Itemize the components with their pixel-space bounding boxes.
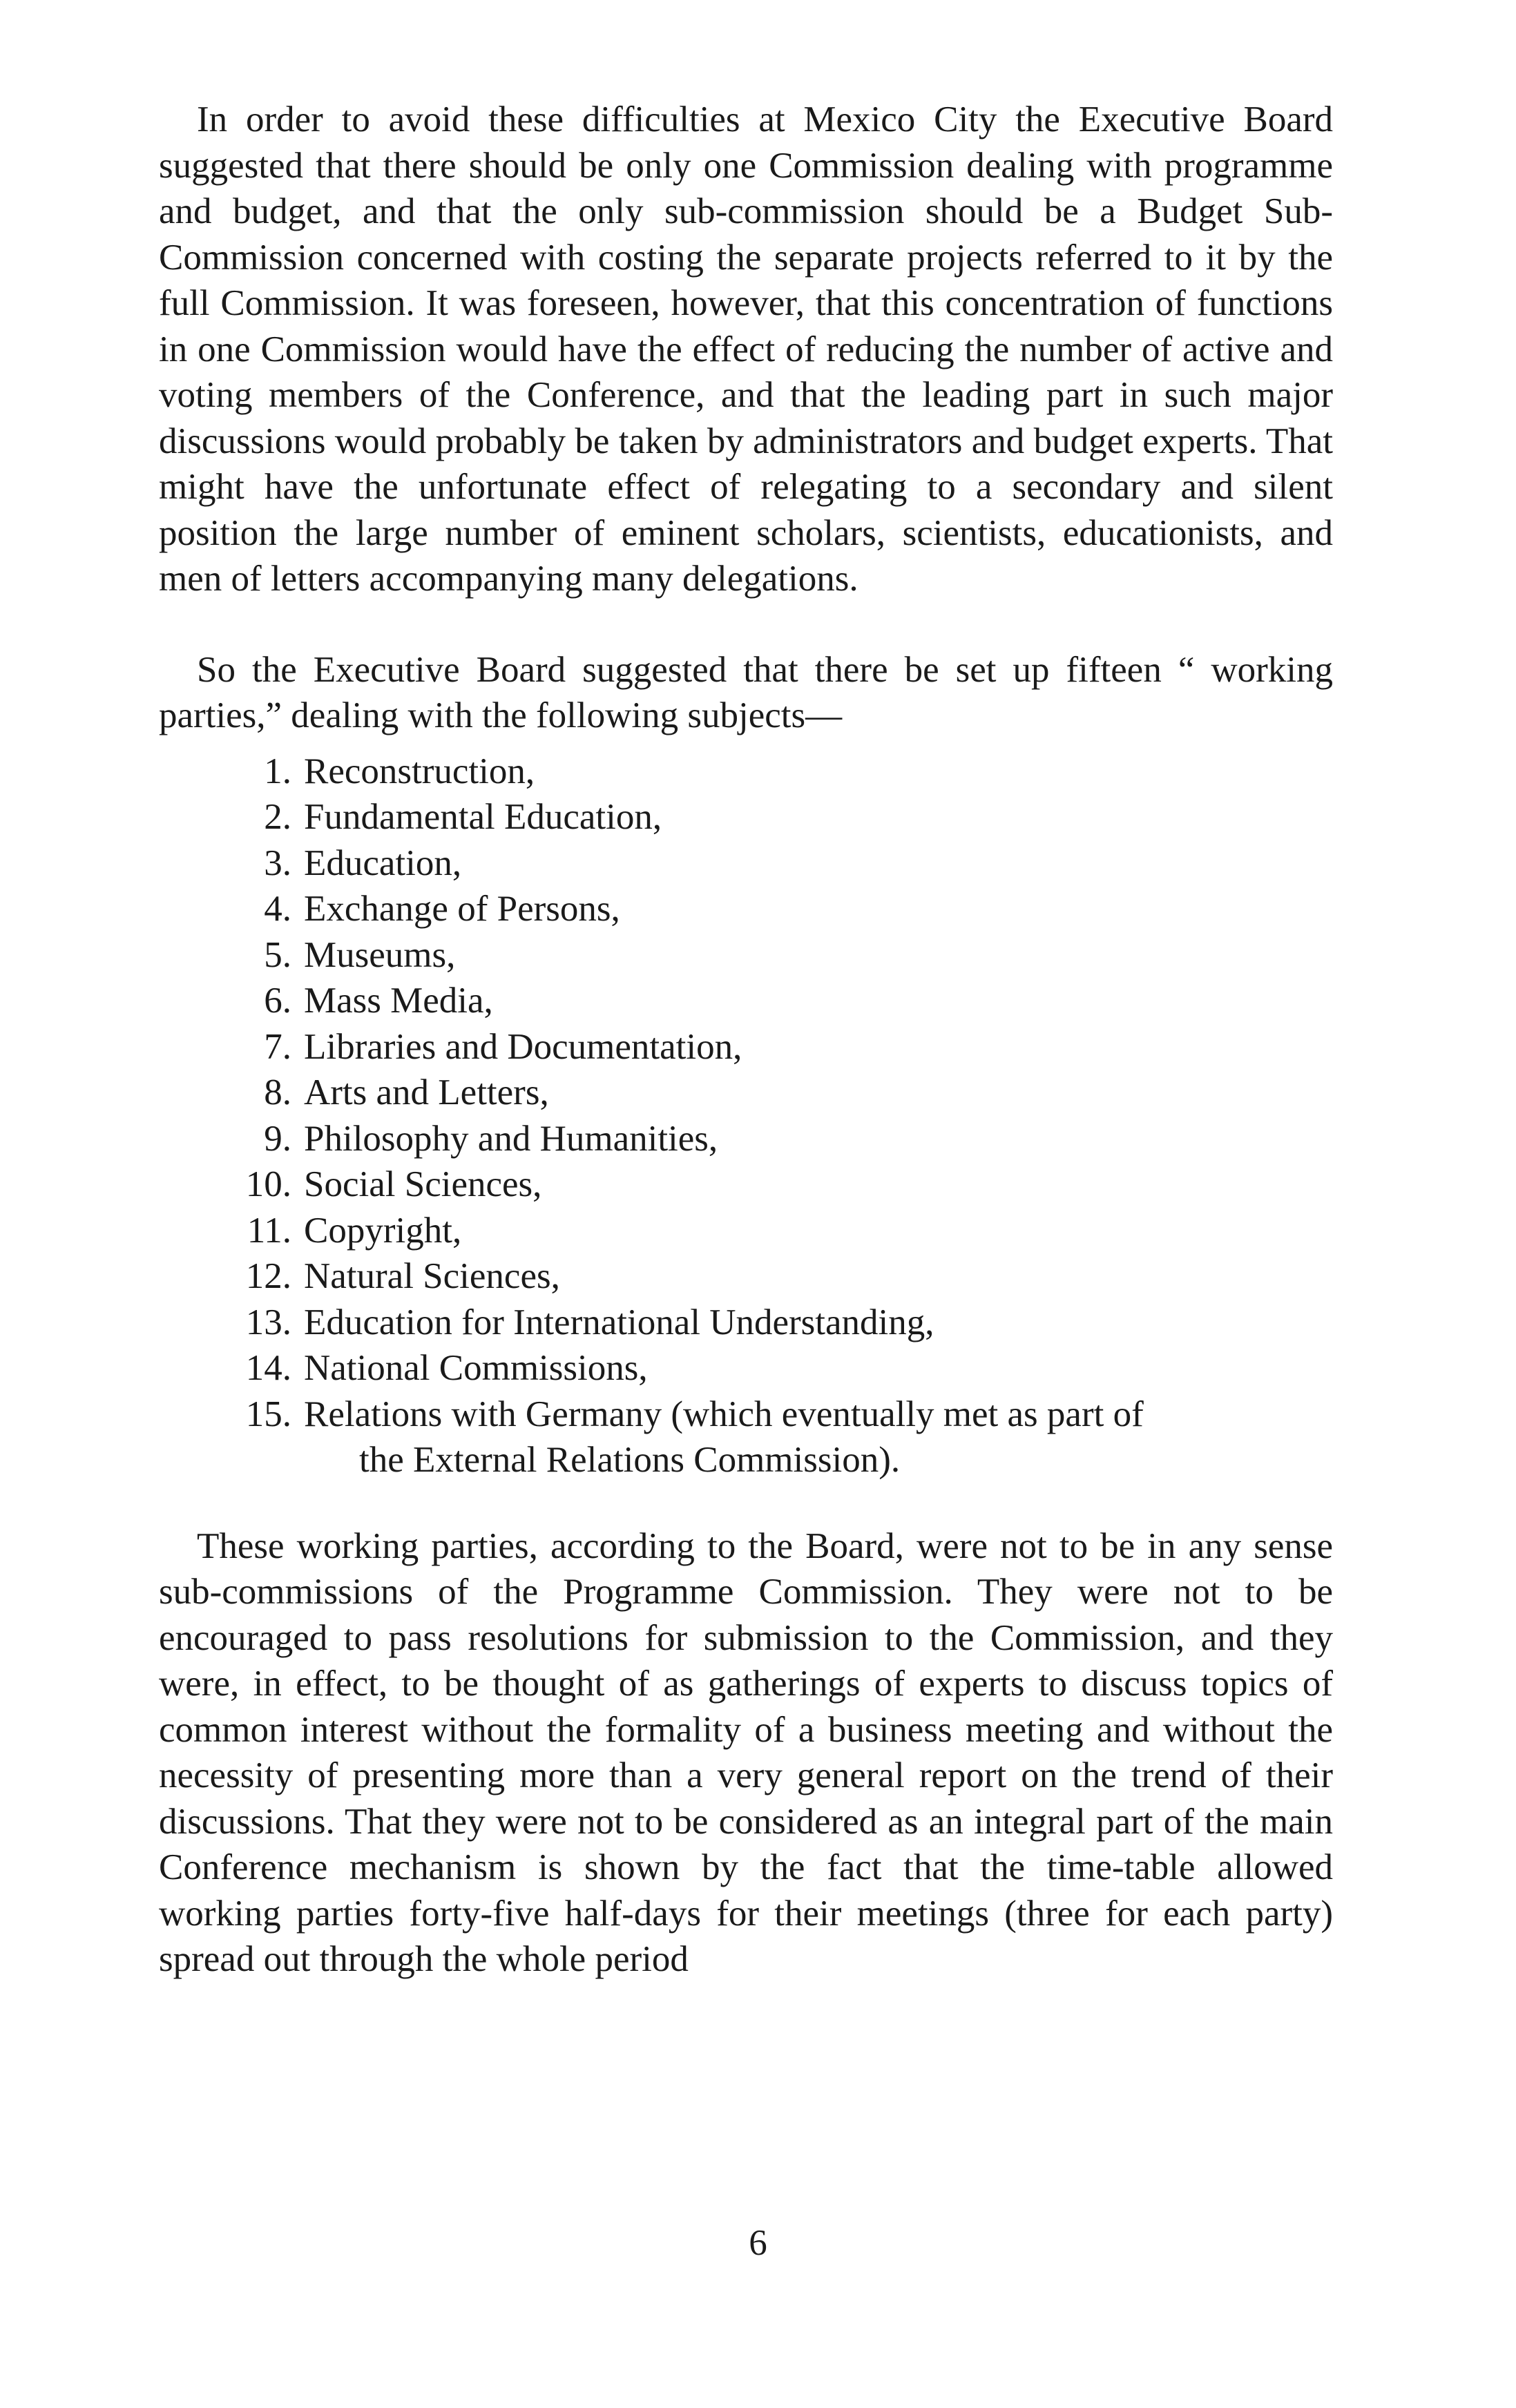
list-item-number: 13. [245, 1302, 291, 1342]
list-item [159, 1345, 1333, 1391]
list-item [159, 932, 1333, 979]
list-item [159, 749, 1333, 795]
list-item [159, 1116, 1333, 1162]
working-parties-intro-paragraph: So the Executive Board suggested that there be set up fifteen “ working parties,” dealing with the following subjects— [159, 649, 1333, 735]
list-item-number: 10. [245, 1164, 291, 1204]
list-item [159, 1253, 1333, 1300]
list-item-continuation: the External Relations Commission). [359, 1440, 901, 1480]
list-item-number: 6. [264, 981, 291, 1021]
list-item [159, 1391, 1333, 1483]
list-item-number: 8. [264, 1072, 291, 1113]
list-item [159, 886, 1333, 932]
page-number: 6 [749, 2223, 767, 2263]
list-item-number: 3. [264, 842, 291, 883]
list-item-number: 1. [264, 751, 291, 791]
list-item-text: Exchange of Persons, [304, 889, 620, 929]
list-item-number: 14. [245, 1348, 291, 1388]
list-item-text: Fundamental Education, [304, 797, 662, 837]
list-item-text: Museums, [304, 934, 456, 975]
list-item-text-multiline [304, 1391, 1333, 1483]
list-item-number: 15. [245, 1394, 291, 1434]
list-item-text: National Commissions, [304, 1348, 648, 1388]
list-item-text: Reconstruction, [304, 751, 535, 791]
list-item-text: Arts and Letters, [304, 1072, 549, 1113]
list-item-text: Social Sciences, [304, 1164, 542, 1204]
list-item-text: Education, [304, 842, 462, 883]
list-item-text: Mass Media, [304, 981, 493, 1021]
list-item [159, 1024, 1333, 1070]
list-item [159, 840, 1333, 887]
list-item [159, 1070, 1333, 1116]
working-parties-list [159, 749, 1333, 1483]
list-item-text: Philosophy and Humanities, [304, 1118, 718, 1159]
list-item-text: Libraries and Documentation, [304, 1026, 742, 1067]
list-item [159, 1208, 1333, 1254]
list-item [159, 978, 1333, 1024]
list-item-text: Natural Sciences, [304, 1256, 560, 1296]
list-item-number: 7. [264, 1026, 291, 1067]
list-item-text: Relations with Germany (which eventually met as part of [304, 1394, 1144, 1434]
list-item [159, 1162, 1333, 1208]
intro-paragraph: In order to avoid these difficulties at Mexico City the Executive Board suggested that there should be only one Commission dealing with programme and budget, and that the only sub-commission should be a Budget Sub-Commission concerned with costing the separate projects referred to it by the full Commission. It was foreseen, however, that this concentration of functions in one Commission would have the effect of reducing the number of active and voting members of the Conference, and that the leading part in such major discussions would probably be taken by administrators and budget experts. That might have the unfortunate effect of relegating to a secondary and silent position the large number of eminent scholars, scientists, educationists, and men of letters accompanying many delegations. [159, 99, 1333, 599]
list-item [159, 1300, 1333, 1346]
list-item-number: 5. [264, 934, 291, 975]
list-item-number: 4. [264, 889, 291, 929]
list-item-number: 2. [264, 797, 291, 837]
conclusion-paragraph: These working parties, according to the Board, were not to be in any sense sub-commissions of the Programme Commission. They were not to be encouraged to pass resolutions for submission to the Commission, and they were, in effect, to be thought of as gatherings of experts to discuss topics of common interest without the formality of a business meeting and without the necessity of presenting more than a very general report on the trend of their discussions. That they were not to be considered as an integral part of the main Conference mechanism is shown by the fact that the time-table allowed working parties forty-five half-days for their meetings (three for each party) spread out through the whole period [159, 1525, 1333, 1979]
list-item-text: Copyright, [304, 1210, 462, 1251]
list-item-number: 9. [264, 1118, 291, 1159]
list-item-text: Education for International Understanding, [304, 1302, 934, 1342]
document-page [159, 97, 1333, 1983]
list-item-number: 12. [245, 1256, 291, 1296]
list-item-number: 11. [247, 1210, 291, 1251]
list-item [159, 794, 1333, 840]
